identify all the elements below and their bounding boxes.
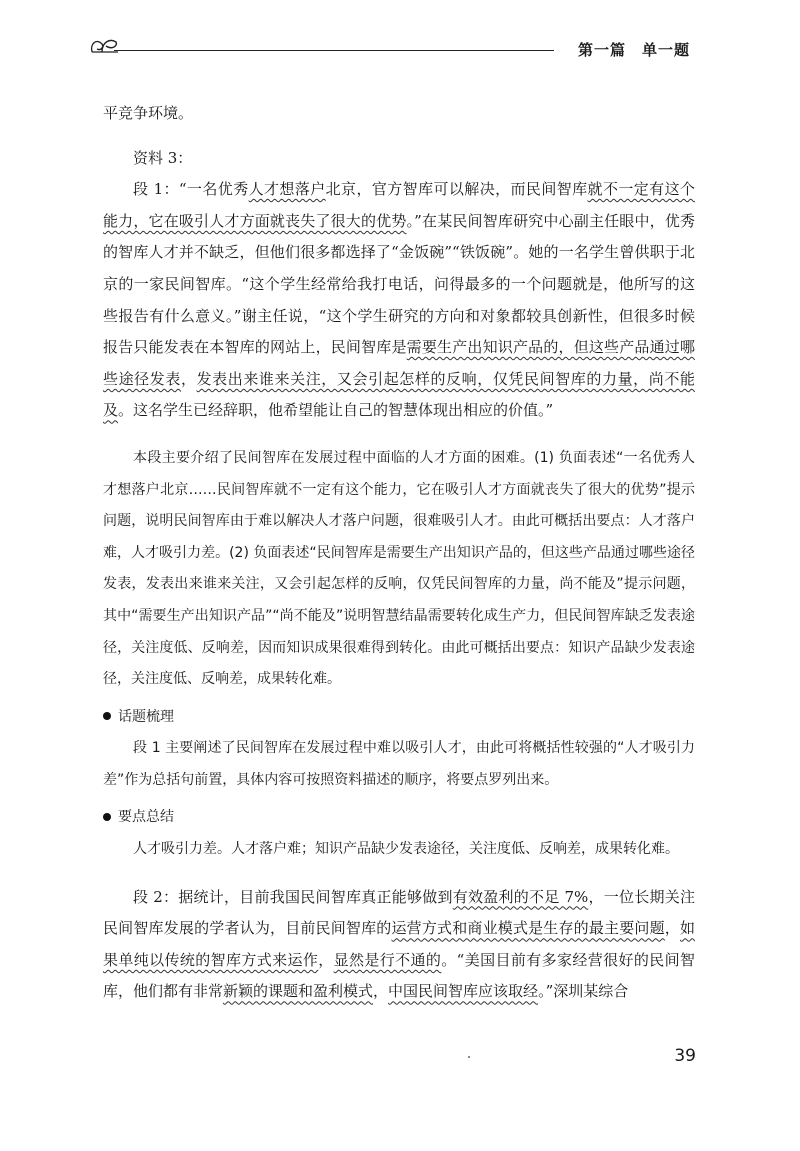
text-run: ， [318, 950, 334, 969]
underlined-phrase: 人才想落户 [248, 180, 326, 199]
material-paragraph-2 [103, 882, 695, 1008]
header-rule [114, 50, 554, 51]
topic-paragraph: 段 1 主要阐述了民间智库在发展过程中难以吸引人才，由此可将概括性较强的“人才吸引力差”作为总括句前置，具体内容可按照资料描述的顺序，将要点罗列出来。 [103, 740, 695, 788]
continued-line: 平竞争环境。 [103, 104, 194, 122]
page-body [103, 98, 695, 1008]
text-run: 。这名学生已经辞职，他希望能让自己的智慧体现出相应的价值。” [118, 401, 554, 420]
sprout-icon [88, 34, 122, 58]
topic-heading-text: 话题梳理 [118, 708, 174, 725]
summary-paragraph: 人才吸引力差。人才落户难；知识产品缺少发表途径，关注度低、反响差，成果转化难。 [133, 841, 679, 858]
text-run: ， [180, 369, 197, 388]
text-run: 北京，官方智库可以解决，而民间智库 [325, 180, 588, 199]
text-run: 。”深圳某综合 [538, 982, 629, 1001]
topic-heading [103, 702, 695, 734]
underlined-phrase: 如果单纯以传统的智库方式来运作 [103, 919, 695, 969]
text-run: 段 1：“一名优秀 [133, 180, 249, 199]
underlined-phrase: 运营方式和商业模式是生存的最主要问题 [391, 919, 665, 938]
bullet-icon [103, 712, 111, 720]
underlined-phrase: 有效盈利的不足 7% [452, 887, 589, 906]
page-header [88, 30, 690, 70]
underlined-phrase: 中国民间智库应该取经 [388, 982, 539, 1001]
material-paragraph-1 [103, 174, 695, 427]
text-run: ，一位长期关注民间智库发展的学者认为，目前民间智库的 [103, 887, 695, 938]
text-run: ， [373, 982, 389, 1001]
analysis-paragraph: 本段主要介绍了民间智库在发展过程中面临的人才方面的困难。(1) 负面表述“一名优秀人才想落户北京……民间智库就不一定有这个能力，它在吸引人才方面就丧失了很大的优势”提示问题，说明民间智库由于难以解决人才落户问题，很难吸引人才。由此可概括出要点：人才落户难，人才吸引力差。(2) 负面表述“民间智库是需要生产出知识产品的，但这些产品通过哪些途径发表，发表出来谁来关注，又会引起怎样的反响，仅凭民间智库的力量，尚不能及”提示问题，其中“需要生产出知识产品”“尚不能及”说明智慧结晶需要转化成生产力，但民间智库缺乏发表途径，关注度低、反响差，因而知识成果很难得到转化。由此可概括出要点：知识产品缺少发表途径，关注度低、反响差，成果转化难。 [103, 449, 695, 688]
bullet-icon [103, 813, 111, 821]
underlined-phrase: 需要生产出知识产品的，但这些产品通过哪些途径发表 [103, 338, 695, 388]
underlined-phrase: 发表出来谁来关注，又会引起怎样的反响，仅凭民间智库的力量，尚不能及 [103, 369, 695, 420]
summary-heading [103, 802, 695, 834]
text-run: 。”在某民间智库研究中心副主任眼中，优秀的智库人才并不缺乏，但他们很多都选择了“金饭碗”“铁饭碗”。她的一名学生曾供职于北京的一家民间智库。“这个学生经常给我打电话，问得最多的一个问题就是，他所写的这些报告有什么意义。”谢主任说，“这个学生研究的方向和对象都较具创新性，但很多时候报告只能发表在本智库的网站上，民间智库是 [103, 211, 695, 357]
underlined-phrase: 显然是行不通的 [333, 950, 442, 969]
text-run: 。“美国目前有多家经营很好的民间智库，他们都有非常 [103, 950, 695, 1001]
scan-speck [468, 1056, 470, 1058]
summary-heading-text: 要点总结 [118, 809, 174, 826]
underlined-phrase: 就不一定有这个能力，它在吸引人才方面就丧失了很大的优势 [103, 180, 695, 230]
material-label: 资料 3： [133, 148, 193, 167]
text-run: 段 2：据统计，目前我国民间智库真正能够做到 [133, 887, 453, 906]
section-title: 第一篇 单一题 [577, 41, 690, 59]
underlined-phrase: 新颖的课题和盈利模式 [223, 982, 374, 1001]
text-run: ， [664, 919, 680, 938]
page-number: 39 [674, 1046, 696, 1066]
